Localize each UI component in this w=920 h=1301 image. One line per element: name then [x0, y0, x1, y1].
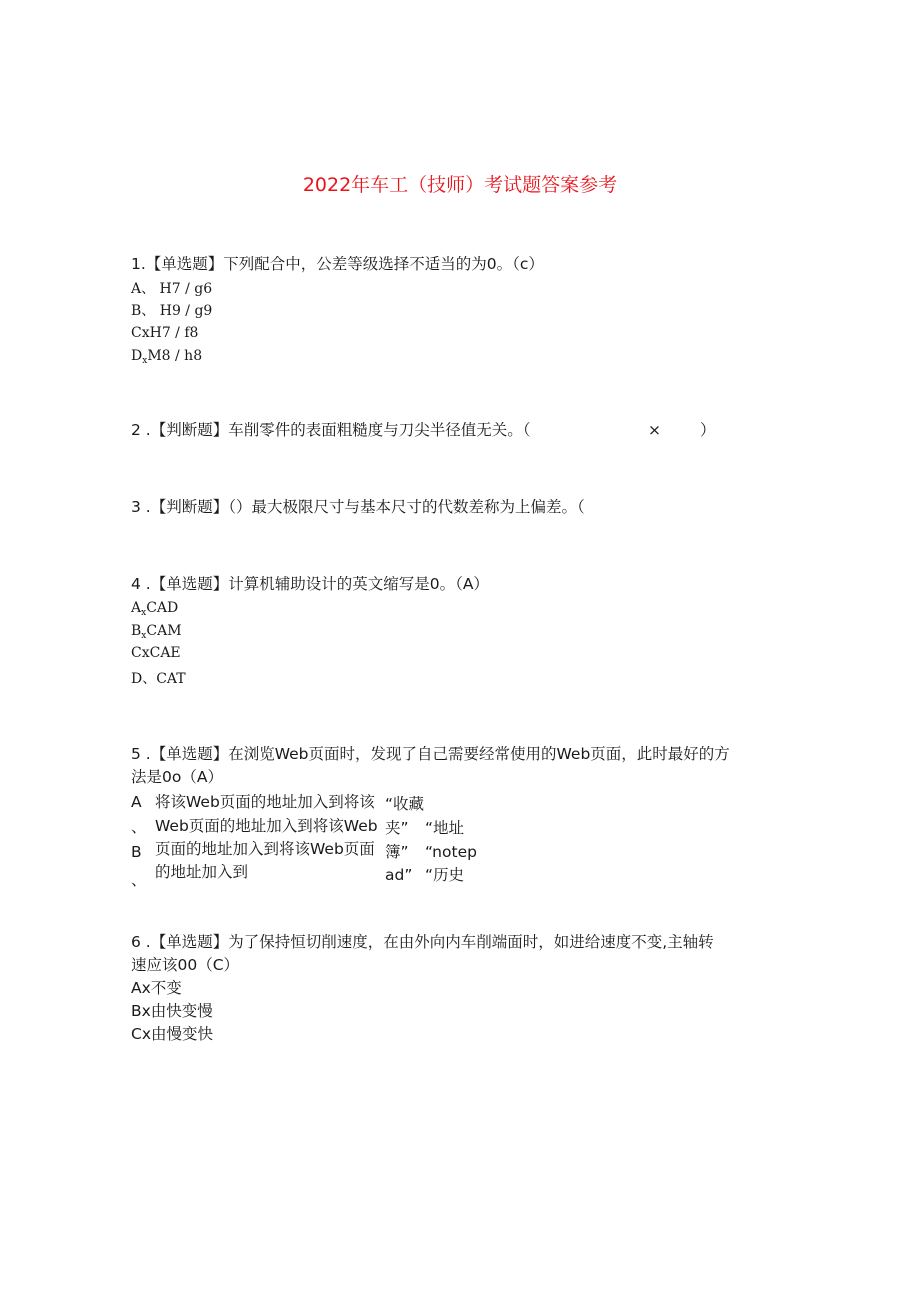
question-1-option-d-letter: D: [131, 348, 143, 364]
question-1-option-d-text: M8 / h8: [147, 348, 203, 364]
question-2-answer: ×: [648, 421, 661, 439]
question-5-stem-line-1: 5 .【单选题】在浏览Web页面时，发现了自己需要经常使用的Web页面，此时最好的方: [131, 745, 730, 763]
question-6-option-b: Bx由快变慢: [131, 1002, 213, 1020]
question-4-option-d: D、CAT: [131, 671, 186, 687]
question-5-col3-row4: ad”: [385, 866, 413, 884]
question-5-col4-row3: “notep: [425, 843, 477, 861]
question-6-stem-line-2: 速应该00（C）: [131, 956, 240, 974]
question-5-col1-row2: 、: [131, 818, 147, 836]
page-title: 2022年车工（技师）考试题答案参考: [302, 174, 618, 196]
question-5-col1-row4: 、: [131, 871, 147, 889]
question-1-option-d-mark: x: [142, 356, 148, 366]
question-1-option-a: A、 H7 / g6: [131, 281, 213, 297]
question-3-stem: 3 .【判断题】（）最大极限尺寸与基本尺寸的代数差称为上偏差。（: [131, 498, 585, 516]
question-4-option-b-text: CAM: [146, 623, 182, 639]
question-6-option-c: Cx由慢变快: [131, 1025, 213, 1043]
question-5-stem-line-2: 法是0o（A）: [131, 768, 223, 786]
question-5-col3-row3: 簿”: [385, 843, 409, 861]
question-5-col2-row2: Web页面的地址加入到将该Web: [155, 817, 378, 835]
question-5-col2-row4: 的地址加入到: [155, 863, 249, 881]
question-2-close-paren: ）: [700, 421, 716, 439]
question-6-stem-line-1: 6 .【单选题】为了保持恒切削速度，在由外向内车削端面时，如进给速度不变,主轴转: [131, 933, 714, 951]
question-4-option-a: [131, 598, 178, 623]
question-4-option-b-letter: B: [131, 623, 142, 639]
question-4-option-a-letter: A: [131, 600, 142, 616]
question-5-col4-row2: “地址: [425, 819, 465, 837]
question-1-option-c: CxH7 / f8: [131, 325, 199, 341]
question-4-option-b-mark: x: [141, 631, 147, 641]
question-5-col3-row1: “收藏: [385, 795, 425, 813]
question-4-option-a-text: CAD: [146, 600, 179, 616]
question-2-stem: 2 .【判断题】车削零件的表面粗糙度与刀尖半径值无关。（: [131, 421, 531, 439]
question-1-stem: 1.【单选题】下列配合中，公差等级选择不适当的为0。（c）: [131, 255, 544, 273]
question-5-col1-row1: A: [131, 793, 142, 811]
question-4-stem: 4 .【单选题】计算机辅助设计的英文缩写是0。（A）: [131, 575, 489, 593]
question-5-col2-row1: 将该Web页面的地址加入到将该: [155, 793, 375, 811]
question-5-col3-row2: 夹”: [385, 819, 409, 837]
question-4-option-a-mark: x: [141, 608, 147, 618]
question-4-option-c: CxCAE: [131, 645, 181, 661]
question-6-option-a: Ax不变: [131, 979, 182, 997]
question-5-col1-row3: B: [131, 843, 142, 861]
question-1-option-d: [131, 346, 202, 371]
question-1-option-b: B、 H9 / g9: [131, 303, 213, 319]
question-5-col4-row4: “历史: [425, 866, 465, 884]
question-5-col2-row3: 页面的地址加入到将该Web页面: [155, 840, 375, 858]
